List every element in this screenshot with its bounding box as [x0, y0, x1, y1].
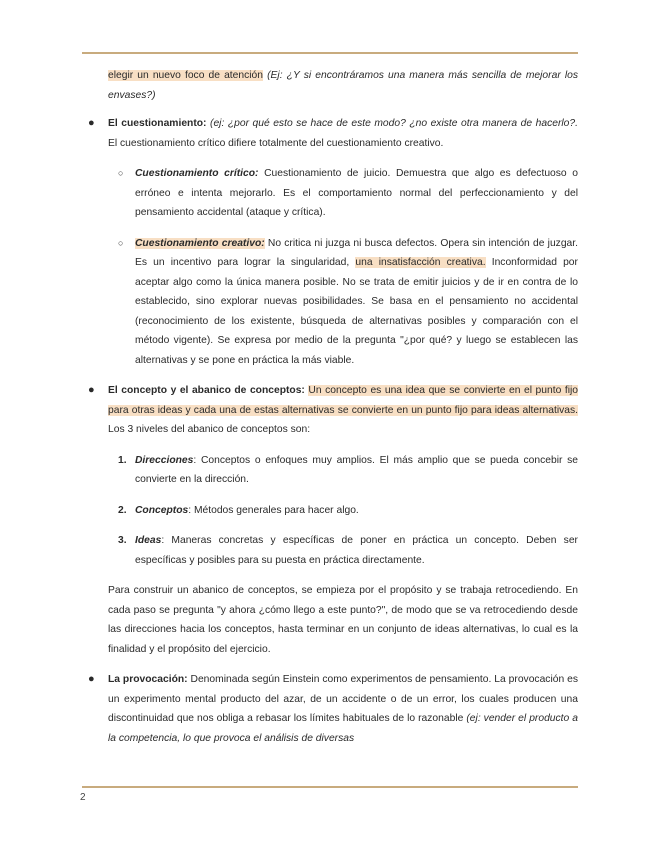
intro-paragraph: [82, 66, 578, 105]
level-label: Direcciones: [135, 454, 194, 466]
bullet-cuestionamiento: [82, 114, 578, 153]
provocacion-example: (ej: vender el producto a la competencia, lo que provoca el análisis de diversas: [108, 713, 578, 744]
level-number: 2.: [118, 504, 127, 516]
concepto-paragraph: Para construir un abanico de conceptos, se empieza por el propósito y se trabaja retrocediendo. En cada paso se pregunta "y ahora ¿cómo llego a este punto?", de modo que se va retrocediendo desde las direcciones hacia los conceptos, hasta terminar en un conjunto de ideas alternativas, lo cual es la finalidad y el propósito del ejercicio.: [108, 585, 578, 655]
concept-level-3: [82, 531, 578, 570]
provocacion-title: La provocación:: [108, 674, 188, 685]
header-rule: [82, 52, 578, 54]
document-body: [82, 66, 578, 748]
level-label: Conceptos: [135, 504, 189, 516]
bullet-icon: ●: [88, 673, 95, 685]
critico-text: Cuestionamiento de juicio. Demuestra que algo es defectuoso o erróneo e intenta mejorarlo. Es el comportamiento normal del perfeccionamiento y del pensamiento accidental (ataque y crítica).: [135, 168, 578, 218]
level-text: : Métodos generales para hacer algo.: [188, 504, 359, 516]
sub-bullet-creativo: [82, 234, 578, 371]
concepto-text: Los 3 niveles del abanico de conceptos son:: [108, 424, 311, 435]
creativo-label: Cuestionamiento creativo:: [135, 237, 265, 249]
bullet-provocacion: [82, 670, 578, 748]
critico-label: Cuestionamiento crítico:: [135, 168, 259, 179]
level-label: Ideas: [135, 535, 162, 546]
cuestionamiento-example: (ej: ¿por qué esto se hace de este modo? ¿no existe otra manera de hacerlo?.: [210, 118, 578, 129]
highlight-concepto: Un concepto es una idea que se convierte en el punto fijo para otras ideas y cada una de estas alternativas se convierte en un punto fijo para ideas alternativas.: [108, 385, 579, 416]
creativo-text-2: Inconformidad por aceptar algo como la única manera posible. No se trata de emitir juicios y de ir en contra de lo establecido, sino explorar nuevas posibilidades. Se basa en el pensamiento no accidental (reconocimiento de los existente, búsqueda de alternativas posibles y comparación con el método vigente). Se expresa por medio de la pregunta "¿por qué? y luego se establecen las alternativas y se pone en práctica la más viable.: [135, 257, 578, 366]
highlight-foco: elegir un nuevo foco de atención: [108, 70, 264, 81]
sub-bullet-critico: [82, 164, 578, 223]
concept-level-2: [82, 501, 578, 521]
bullet-icon: ●: [88, 117, 95, 129]
bullet-icon: ●: [88, 384, 95, 396]
footer-rule: [82, 786, 578, 788]
concept-level-1: [82, 451, 578, 490]
level-number: 3.: [118, 535, 127, 546]
creativo-text-1: No critica ni juzga ni busca defectos. Opera sin intención de juzgar. Es un incentivo para lograr la singularidad,: [135, 237, 578, 268]
provocacion-text: Denominada según Einstein como experimentos de pensamiento. La provocación es un experimento mental producto del azar, de un accidente o de un error, los cuales producen una discontinuidad que nos obliga a rebasar los límites habituales de lo razonable: [108, 674, 578, 724]
bullet-concepto: [82, 381, 578, 440]
sub-bullet-icon: ○: [118, 237, 124, 248]
level-text: : Conceptos o enfoques muy amplios. El más amplio que se pueda concebir se convierte en la dirección.: [135, 454, 578, 485]
page-number: 2: [80, 792, 86, 803]
highlight-insatisfaccion: una insatisfacción creativa.: [355, 257, 486, 268]
intro-example: (Ej: ¿Y si encontráramos una manera más sencilla de mejorar los envases?): [108, 70, 579, 101]
level-number: 1.: [118, 454, 127, 466]
level-text: : Maneras concretas y específicas de poner en práctica un concepto. Deben ser específicas y posibles para su puesta en práctica directamente.: [135, 535, 578, 566]
sub-bullet-icon: ○: [118, 168, 124, 178]
concepto-title: El concepto y el abanico de conceptos:: [108, 385, 305, 396]
cuestionamiento-title: El cuestionamiento:: [108, 118, 207, 129]
cuestionamiento-text: El cuestionamiento crítico difiere totalmente del cuestionamiento creativo.: [108, 137, 444, 149]
